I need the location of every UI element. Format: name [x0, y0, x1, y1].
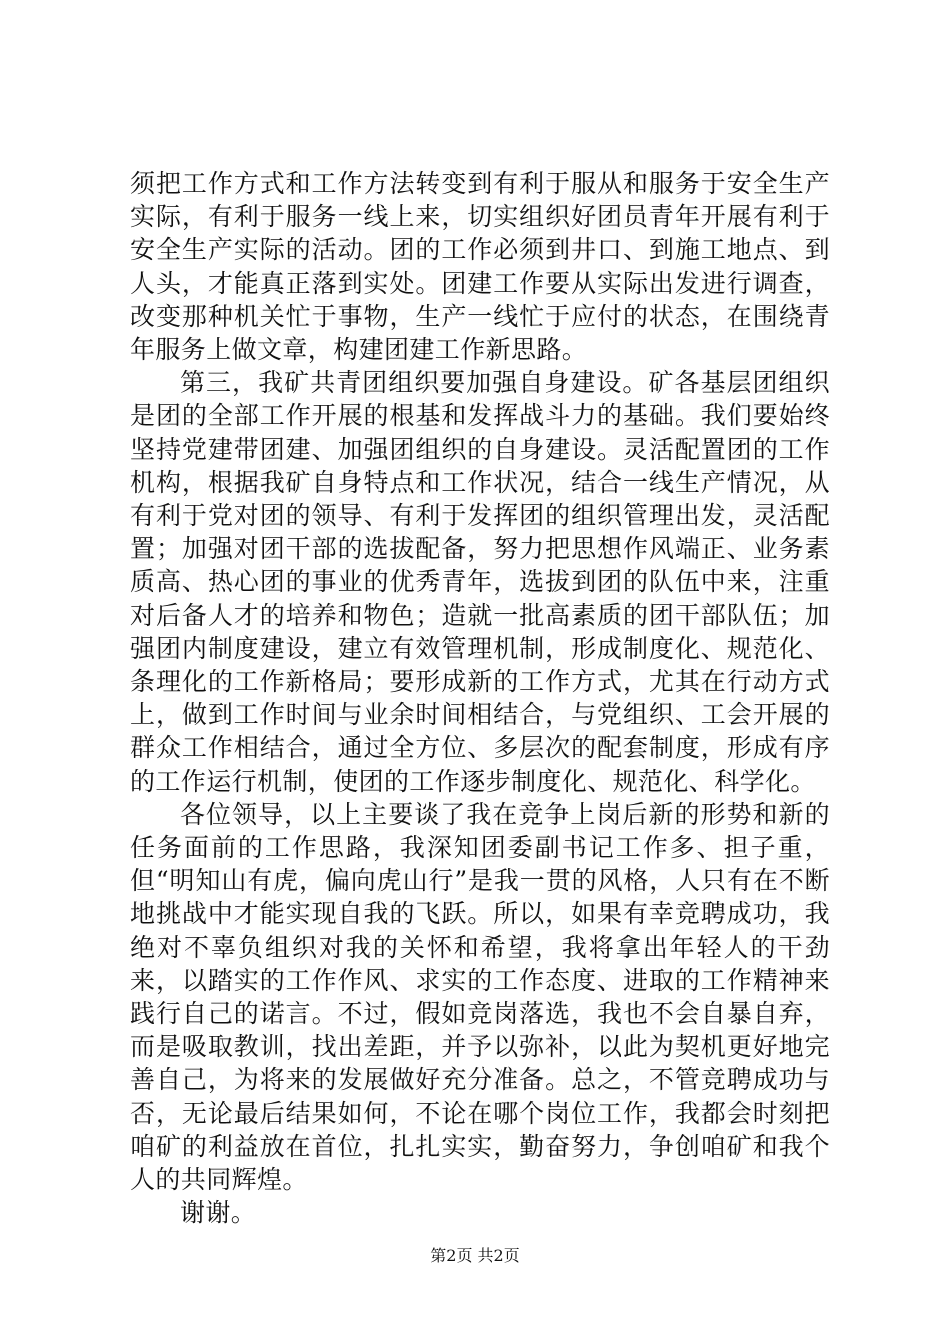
document-body: [130, 167, 830, 1230]
page-footer: 第2页 共2页: [430, 1246, 520, 1265]
paragraph-2: 第三，我矿共青团组织要加强自身建设。矿各基层团组织是团的全部工作开展的根基和发挥战斗力的基础。我们要始终坚持党建带团建、加强团组织的自身建设。灵活配置团的工作机构，根据我矿自身特点和工作状况，结合一线生产情况，从有利于党对团的领导、有利于发挥团的组织管理出发，灵活配置；加强对团干部的选拔配备，努力把思想作风端正、业务素质高、热心团的事业的优秀青年，选拔到团的队伍中来，注重对后备人才的培养和物色；造就一批高素质的团干部队伍；加强团内制度建设，建立有效管理机制，形成制度化、规范化、条理化的工作新格局；要形成新的工作方式，尤其在行动方式上，做到工作时间与业余时间相结合，与党组织、工会开展的群众工作相结合，通过全方位、多层次的配套制度，形成有序的工作运行机制，使团的工作逐步制度化、规范化、科学化。: [130, 368, 830, 796]
paragraph-3: 各位领导，以上主要谈了我在竞争上岗后新的形势和新的任务面前的工作思路，我深知团委副书记工作多、担子重，但“明知山有虎，偏向虎山行”是我一贯的风格，人只有在不断地挑战中才能实现自我的飞跃。所以，如果有幸竞聘成功，我绝对不辜负组织对我的关怀和希望，我将拿出年轻人的干劲来，以踏实的工作作风、求实的工作态度、进取的工作精神来践行自己的诺言。不过，假如竞岗落选，我也不会自暴自弃，而是吸取教训，找出差距，并予以弥补，以此为契机更好地完善自己，为将来的发展做好充分准备。总之，不管竞聘成功与否，无论最后结果如何，不论在哪个岗位工作，我都会时刻把咱矿的利益放在首位，扎扎实实，勤奋努力，争创咱矿和我个人的共同辉煌。: [130, 799, 830, 1195]
paragraph-4: 谢谢。: [180, 1198, 257, 1228]
paragraph-1: 须把工作方式和工作方法转变到有利于服从和服务于安全生产实际，有利于服务一线上来，切实组织好团员青年开展有利于安全生产实际的活动。团的工作必须到井口、到施工地点、到人头，才能真正落到实处。团建工作要从实际出发进行调查，改变那种机关忙于事物，生产一线忙于应付的状态，在围绕青年服务上做文章，构建团建工作新思路。: [130, 169, 830, 365]
